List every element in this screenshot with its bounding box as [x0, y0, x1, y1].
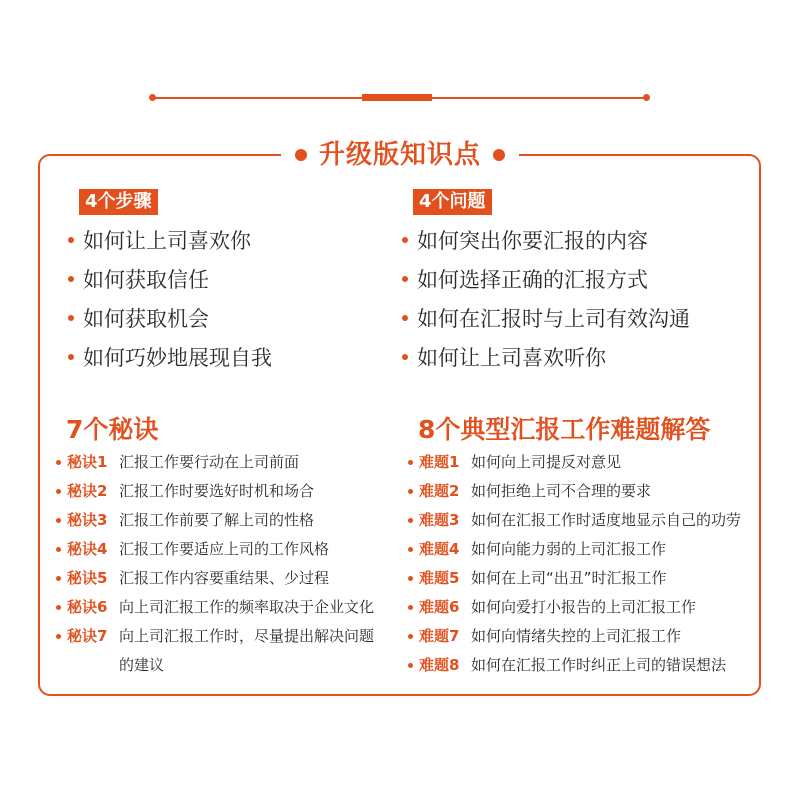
problem-text: 如何向能力弱的上司汇报工作 — [471, 540, 667, 558]
bullet-icon — [68, 354, 74, 360]
list-item — [56, 593, 384, 622]
bullet-icon — [408, 605, 413, 610]
secret-tag: 秘诀1 — [67, 453, 108, 471]
problem-text: 如何向爱打小报告的上司汇报工作 — [471, 598, 697, 616]
list-item: 如何让上司喜欢你 — [68, 220, 272, 259]
problem-tag: 难题5 — [419, 569, 460, 587]
secret-text: 向上司汇报工作时，尽量提出解决问题的建议 — [119, 627, 375, 674]
bullet-icon — [56, 634, 61, 639]
secrets-title: 7个秘诀 — [66, 415, 159, 444]
secret-tag: 秘诀4 — [67, 540, 108, 558]
bullet-icon — [56, 547, 61, 552]
list-item — [56, 622, 384, 680]
secret-tag: 秘诀3 — [67, 511, 108, 529]
list-item — [408, 564, 761, 593]
list-item: 如何在汇报时与上司有效沟通 — [402, 298, 690, 337]
title-dot-left-icon — [295, 149, 307, 161]
secret-text: 汇报工作内容要重结果、少过程 — [119, 569, 330, 587]
problem-tag: 难题1 — [419, 453, 460, 471]
bullet-icon — [408, 576, 413, 581]
problem-text: 如何在汇报工作时纠正上司的错误想法 — [471, 656, 727, 674]
problem-tag: 难题4 — [419, 540, 460, 558]
bullet-icon — [408, 634, 413, 639]
steps-badge: 4个步骤 — [79, 189, 158, 215]
secret-tag: 秘诀2 — [67, 482, 108, 500]
list-item — [408, 477, 761, 506]
list-item — [408, 593, 761, 622]
problem-tag: 难题2 — [419, 482, 460, 500]
questions-badge: 4个问题 — [413, 189, 492, 215]
divider-center-bar — [362, 94, 432, 101]
list-item: 如何让上司喜欢听你 — [402, 337, 690, 376]
bullet-icon — [408, 489, 413, 494]
list-item: 如何选择正确的汇报方式 — [402, 259, 690, 298]
secret-tag: 秘诀6 — [67, 598, 108, 616]
secrets-list — [56, 448, 384, 680]
list-item — [408, 651, 761, 680]
bullet-icon — [408, 460, 413, 465]
title-banner — [0, 138, 800, 172]
bullet-icon — [56, 605, 61, 610]
secret-text: 汇报工作时要选好时机和场合 — [119, 482, 315, 500]
list-item — [56, 564, 384, 593]
problem-text: 如何向上司提反对意见 — [471, 453, 622, 471]
bullet-icon — [408, 663, 413, 668]
problem-tag: 难题7 — [419, 627, 460, 645]
list-item — [56, 448, 384, 477]
divider-dot-left — [149, 94, 156, 101]
list-item: 如何获取机会 — [68, 298, 272, 337]
secret-text: 汇报工作要适应上司的工作风格 — [119, 540, 330, 558]
bullet-icon — [402, 354, 408, 360]
problems-title: 8个典型汇报工作难题解答 — [418, 415, 711, 444]
problem-tag: 难题3 — [419, 511, 460, 529]
page-title: 升级版知识点 — [318, 140, 481, 170]
problem-tag: 难题6 — [419, 598, 460, 616]
problem-text: 如何在汇报工作时适度地显示自己的功劳 — [471, 511, 742, 529]
bullet-icon — [56, 576, 61, 581]
bullet-icon — [402, 237, 408, 243]
secret-text: 汇报工作前要了解上司的性格 — [119, 511, 315, 529]
secret-tag: 秘诀5 — [67, 569, 108, 587]
steps-list — [68, 220, 272, 376]
secret-tag: 秘诀7 — [67, 627, 108, 645]
bullet-icon — [68, 237, 74, 243]
list-item — [56, 477, 384, 506]
list-item: 如何获取信任 — [68, 259, 272, 298]
questions-list — [402, 220, 690, 376]
problem-text: 如何拒绝上司不合理的要求 — [471, 482, 652, 500]
list-item — [56, 506, 384, 535]
problems-list — [408, 448, 761, 680]
bullet-icon — [56, 518, 61, 523]
bullet-icon — [68, 315, 74, 321]
secret-text: 向上司汇报工作的频率取决于企业文化 — [119, 598, 375, 616]
list-item: 如何突出你要汇报的内容 — [402, 220, 690, 259]
problem-tag: 难题8 — [419, 656, 460, 674]
bullet-icon — [56, 460, 61, 465]
list-item — [408, 622, 761, 651]
secret-text: 汇报工作要行动在上司前面 — [119, 453, 300, 471]
list-item — [408, 506, 761, 535]
problem-text: 如何在上司“出丑”时汇报工作 — [471, 569, 667, 587]
divider-dot-right — [643, 94, 650, 101]
bullet-icon — [402, 276, 408, 282]
bullet-icon — [402, 315, 408, 321]
problem-text: 如何向情绪失控的上司汇报工作 — [471, 627, 682, 645]
list-item — [56, 535, 384, 564]
bullet-icon — [56, 489, 61, 494]
bullet-icon — [408, 518, 413, 523]
title-dot-right-icon — [493, 149, 505, 161]
list-item — [408, 448, 761, 477]
list-item: 如何巧妙地展现自我 — [68, 337, 272, 376]
bullet-icon — [408, 547, 413, 552]
list-item — [408, 535, 761, 564]
bullet-icon — [68, 276, 74, 282]
